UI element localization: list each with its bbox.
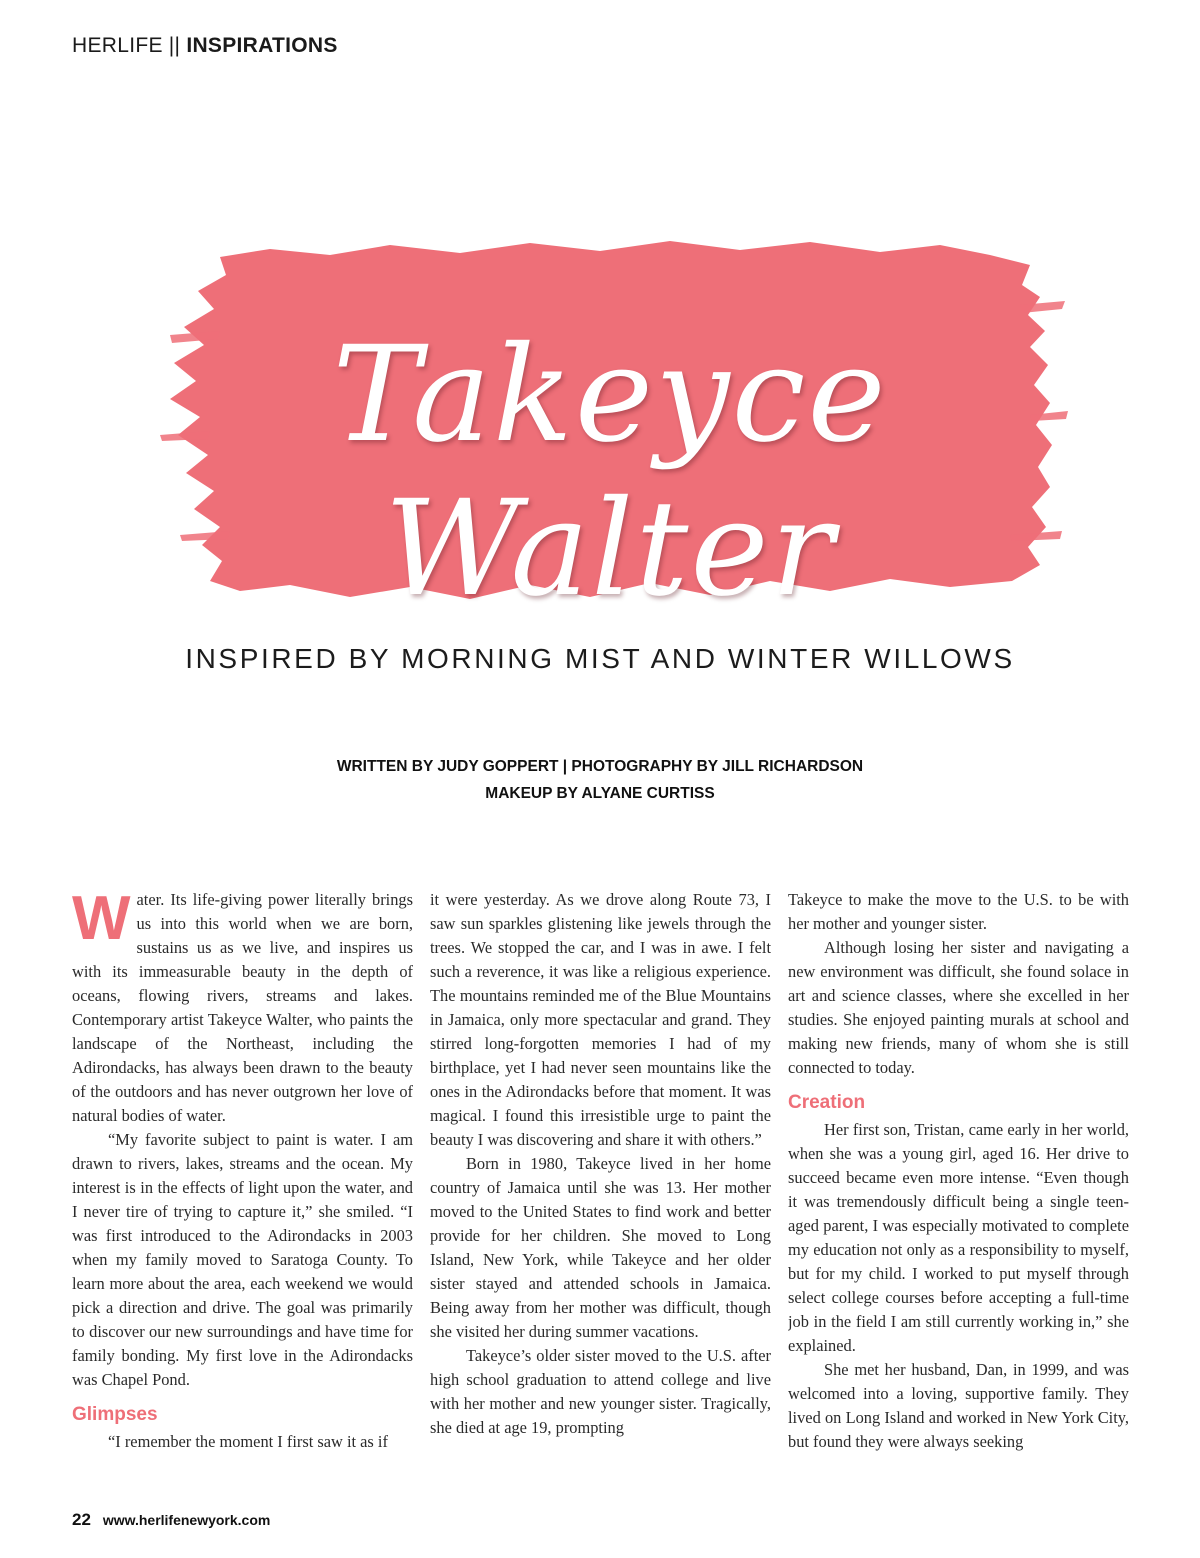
page-footer [72,1510,270,1530]
paragraph [72,888,413,1128]
article-title: Takeyce Walter [332,318,888,626]
paragraph: it were yesterday. As we drove along Route 73, I saw sun sparkles glistening like jewels through the trees. We stopped the car, and I was in awe. I felt such a reverence, it was like a religious experience. The mountains reminded me of the Blue Mountains in Jamaica, only more spectacular and grand. They stirred long-forgotten memories I had of my birthplace, yet I had never seen mountains like the ones in the Adirondacks before that moment. It was magical. I found this irresistible urge to paint the beauty I was discovering and share it with others.” [430,890,771,1149]
article-credits [0,753,1200,807]
article-subtitle: INSPIRED BY MORNING MIST AND WINTER WILLOWS [185,643,1015,674]
article-column-1 [72,888,413,1478]
paragraph: She met her husband, Dan, in 1999, and was welcomed into a loving, supportive family. They lived on Long Island and worked in New York City, but found they were always seeking [788,1360,1129,1451]
paragraph: Born in 1980, Takeyce lived in her home country of Jamaica until she was 13. Her mother moved to the United States to find work and better provide for her children. She moved to Long Island, New York, while Takeyce and her older sister stayed and attended schools in Jamaica. Being away from her mother was difficult, though she visited her during summer vacations. [430,1154,771,1341]
subheading-creation: Creation [788,1092,866,1113]
page-number: 22 [72,1510,91,1529]
paragraph-text: ater. Its life-giving power literally brings us into this world when we are born, sustains us as we live, and inspires us with its immeasurable beauty in the depth of oceans, flowing rivers, streams and lakes. Contemporary artist Takeyce Walter, who paints the landscape of the Northeast, including the Adirondacks, has always been drawn to the beauty of the outdoors and has never outgrown her love of natural bodies of water. [72,890,413,1125]
paragraph: Takeyce to make the move to the U.S. to be with her mother and younger sister. [788,890,1129,933]
paragraph: “My favorite subject to paint is water. I am drawn to rivers, lakes, streams and the ocean. My interest is in the effects of light upon the water, and I never tire of trying to capture it,” she smiled. “I was first introduced to the Adirondacks in 2003 when my family moved to Saratoga County. To learn more about the area, each weekend we would pick a direction and drive. The goal was primarily to discover our new surroundings and have time for family bonding. My first love in the Adirondacks was Chapel Pond. [72,1130,413,1389]
drop-cap: W [72,888,131,953]
header-divider: || [168,34,181,57]
credits-line-1: WRITTEN BY JUDY GOPPERT | PHOTOGRAPHY BY JILL RICHARDSON [336,758,864,775]
paragraph: “I remember the moment I first saw it as if [108,1432,388,1451]
section-header [72,34,338,58]
paragraph: Takeyce’s older sister moved to the U.S. after high school graduation to attend college and live with her mother and new younger sister. Tragically, she died at age 19, prompting [430,1346,771,1437]
paragraph: Her first son, Tristan, came early in her world, when she was a young girl, aged 16. Her drive to succeed became even more intense. “Even though it was tremendously difficult being a single teen-aged parent, I was especially motivated to complete my education not only as a responsibility to myself, but for my child. I worked to put myself through select college courses before accepting a full-time job in the field I am still currently working in,” she explained. [788,1120,1129,1355]
magazine-name: HERLIFE [72,34,163,57]
article-column-2 [430,888,771,1478]
website-link[interactable]: www.herlifenewyork.com [102,1512,271,1528]
article-column-3 [788,888,1129,1478]
section-name: INSPIRATIONS [186,34,338,57]
paragraph: Although losing her sister and navigating a new environment was difficult, she found solace in art and science classes, where she excelled in her studies. She enjoyed painting murals at school and making new friends, many of whom she is still connected to today. [788,938,1129,1077]
subheading-glimpses: Glimpses [72,1404,158,1425]
credits-line-2: MAKEUP BY ALYANE CURTISS [485,785,715,802]
